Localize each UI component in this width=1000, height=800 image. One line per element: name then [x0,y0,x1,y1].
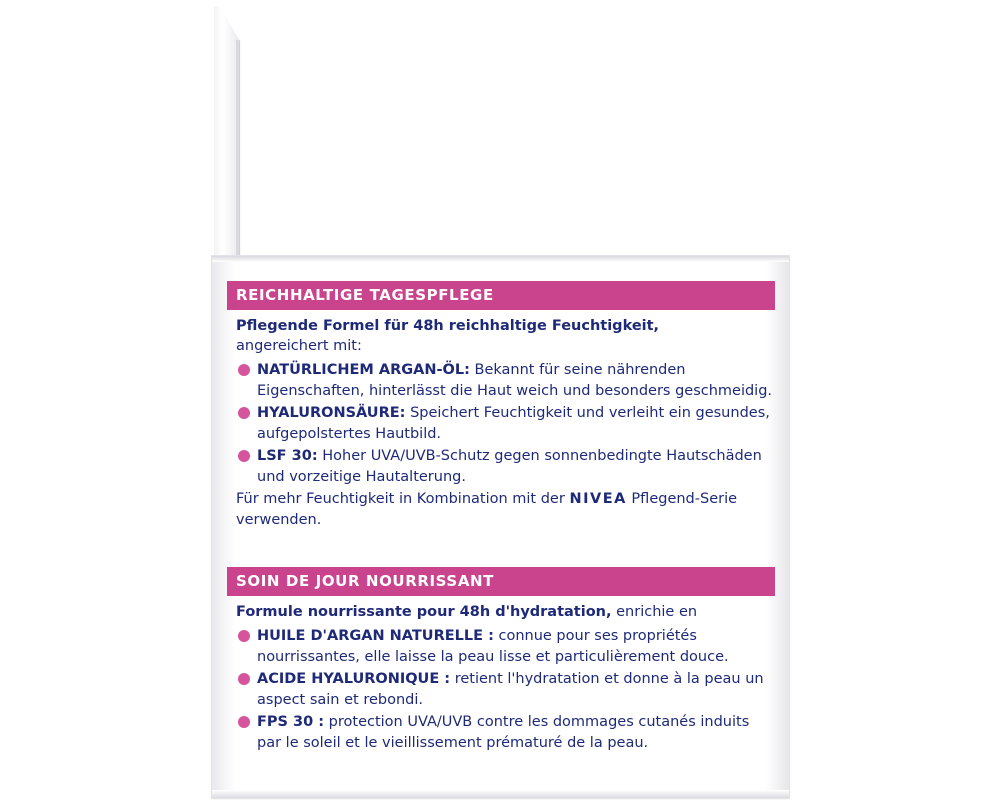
french-panel [227,567,775,755]
ingredient-description: Bekannt für seine nährenden Eigenschaften, hinterlässt die Haut weich und besonders geschmeidig. [257,362,773,399]
box-top-edge [212,256,789,262]
french-content [227,596,775,753]
list-item [236,403,775,444]
list-item [236,669,775,710]
german-intro-bold: Pflegende Formel für 48h reichhaltige Feuchtigkeit, [236,318,660,334]
bullet-dot-icon [238,716,250,728]
box-bottom-edge [212,790,789,798]
french-intro-bold: Formule nourrissante pour 48h d'hydratation, [236,604,612,620]
bullet-dot-icon [238,630,250,642]
brand-name: NIVEA [569,491,627,507]
german-intro-rest: angereichert mit: [236,338,362,354]
list-item [236,712,775,753]
ingredient-term: HYALURONSÄURE: [257,405,406,421]
german-ingredient-list [236,360,775,487]
german-intro [236,316,775,356]
usage-note-text-end: Pflegend-Serie verwenden. [236,491,738,528]
french-ingredient-list [236,626,775,753]
list-item [236,446,775,487]
ingredient-term: LSF 30: [257,448,318,464]
ingredient-description: retient l'hydratation et donne à la peau un aspect sain et rebondi. [257,671,764,708]
ingredient-term: FPS 30 : [257,714,325,730]
ingredient-description: connue pour ses propriétés nourrissantes, elle laisse la peau lisse et particulièrement douce. [257,628,729,665]
german-usage-note [236,489,775,530]
german-content [227,310,775,530]
ingredient-term: ACIDE HYALURONIQUE : [257,671,451,687]
bullet-dot-icon [238,364,250,376]
ingredient-term: HUILE D'ARGAN NATURELLE : [257,628,494,644]
german-heading-band: REICHHALTIGE TAGESPFLEGE [227,281,775,310]
list-item [236,626,775,667]
french-intro [236,602,775,622]
ingredient-term: NATÜRLICHEM ARGAN-ÖL: [257,362,470,378]
bullet-dot-icon [238,673,250,685]
usage-note-text: Für mehr Feuchtigkeit in Kombination mit der [236,491,570,507]
french-heading-band: SOIN DE JOUR NOURRISSANT [227,567,775,596]
bullet-dot-icon [238,407,250,419]
french-intro-rest: enrichie en [611,604,698,620]
ingredient-description: protection UVA/UVB contre les dommages cutanés induits par le soleil et le vieillissement prématuré de la peau. [257,714,750,751]
ingredient-description: Speichert Feuchtigkeit und verleiht ein gesundes, aufgepolstertes Hautbild. [257,405,770,442]
list-item [236,360,775,401]
box-lid-shadow [236,40,242,255]
german-panel [227,281,775,530]
bullet-dot-icon [238,450,250,462]
ingredient-description: Hoher UVA/UVB-Schutz gegen sonnenbedingte Hautschäden und vorzeitige Hautalterung. [257,448,762,485]
